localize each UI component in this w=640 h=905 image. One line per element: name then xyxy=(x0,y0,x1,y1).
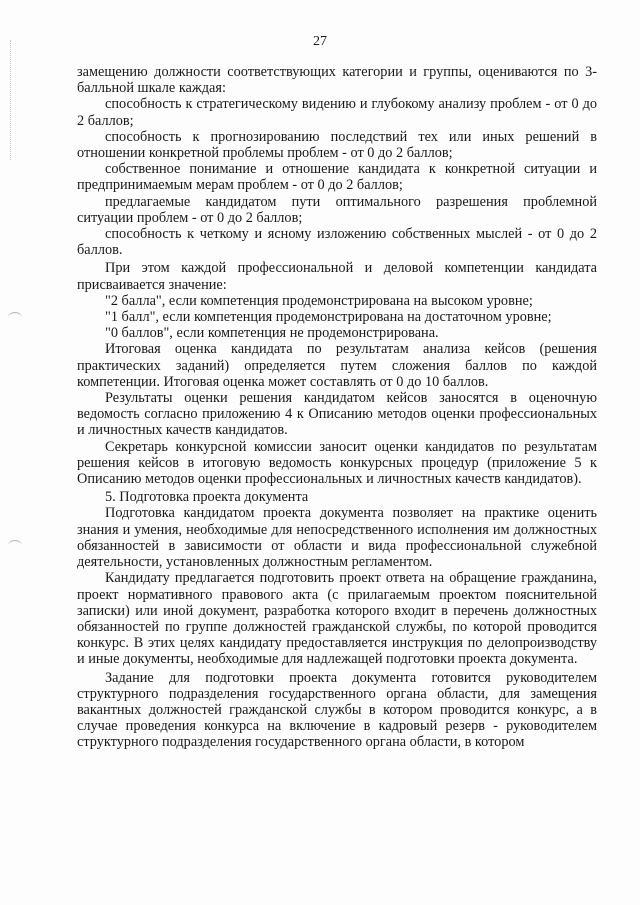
section-heading: 5. Подготовка проекта документа xyxy=(105,489,309,506)
body-text xyxy=(77,64,597,751)
paragraph: Подготовка кандидатом проекта документа позволяет на практике оценить знания и умения, необходимые для непосредственного исполнения им должностных обязанностей в зависимости от области и вида профессиональной служебной деятельности, установленных должностным регламентом. xyxy=(77,505,597,571)
paragraph: предлагаемые кандидатом пути оптимального разрешения проблемной ситуации проблем - от 0 до 2 баллов; xyxy=(77,193,597,226)
scan-edge-marks xyxy=(10,40,14,160)
scan-artifact xyxy=(8,540,22,551)
paragraph: Кандидату предлагается подготовить проект ответа на обращение гражданина, проект нормативного правового акта (с прилагаемым проектом пояснительной записки) или иной документ, разработка которого входит в перечень должностных обязанностей по группе должностей гражданской службы, по которой проводится конкурс. В этих целях кандидату предоставляется инструкция по делопроизводству и иные документы, необходимые для надлежащей подготовки проекта документа. xyxy=(77,570,597,668)
paragraph: способность к четкому и ясному изложению собственных мыслей - от 0 до 2 баллов. xyxy=(77,226,597,259)
paragraph: Результаты оценки решения кандидатом кейсов заносятся в оценочную ведомость согласно приложению 4 к Описанию методов оценки профессиональных и личностных качеств кандидатов. xyxy=(77,390,597,439)
paragraph: "1 балл", если компетенция продемонстрирована на достаточном уровне; xyxy=(105,309,552,326)
paragraph: "0 баллов", если компетенция не продемонстрирована. xyxy=(105,325,439,342)
paragraph: При этом каждой профессиональной и деловой компетенции кандидата присваивается значение: xyxy=(77,260,597,293)
paragraph: "2 балла", если компетенция продемонстрирована на высоком уровне; xyxy=(105,292,533,309)
paragraph: способность к стратегическому видению и глубокому анализу проблем - от 0 до 2 баллов; xyxy=(77,96,597,129)
paragraph: собственное понимание и отношение кандидата к конкретной ситуации и предпринимаемым мерам проблем - от 0 до 2 баллов; xyxy=(77,161,597,194)
paragraph: замещению должности соответствующих категории и группы, оцениваются по 3-балльной шкале каждая: xyxy=(77,64,597,97)
paragraph: способность к прогнозированию последствий тех или иных решений в отношении конкретной проблемы проблем - от 0 до 2 баллов; xyxy=(77,128,597,162)
paragraph: Задание для подготовки проекта документа готовится руководителем структурного подразделения государственного органа области, для замещения вакантных должностей гражданской службы в котором проводится конкурс, а в случае проведения конкурса на включение в кадровый резерв - руководителем структурного подразделения государственного органа области, в котором xyxy=(77,669,597,751)
paragraph: Секретарь конкурсной комиссии заносит оценки кандидатов по результатам решения кейсов в итоговую ведомость конкурсных процедур (приложение 5 к Описанию методов оценки профессиональных и личностных качеств кандидатов). xyxy=(77,438,597,488)
paragraph: Итоговая оценка кандидата по результатам анализа кейсов (решения практических заданий) определяется путем сложения баллов по каждой компетенции. Итоговая оценка может составлять от 0 до 10 баллов. xyxy=(77,341,597,390)
page-number: 27 xyxy=(313,34,327,49)
scan-artifact xyxy=(8,312,22,323)
